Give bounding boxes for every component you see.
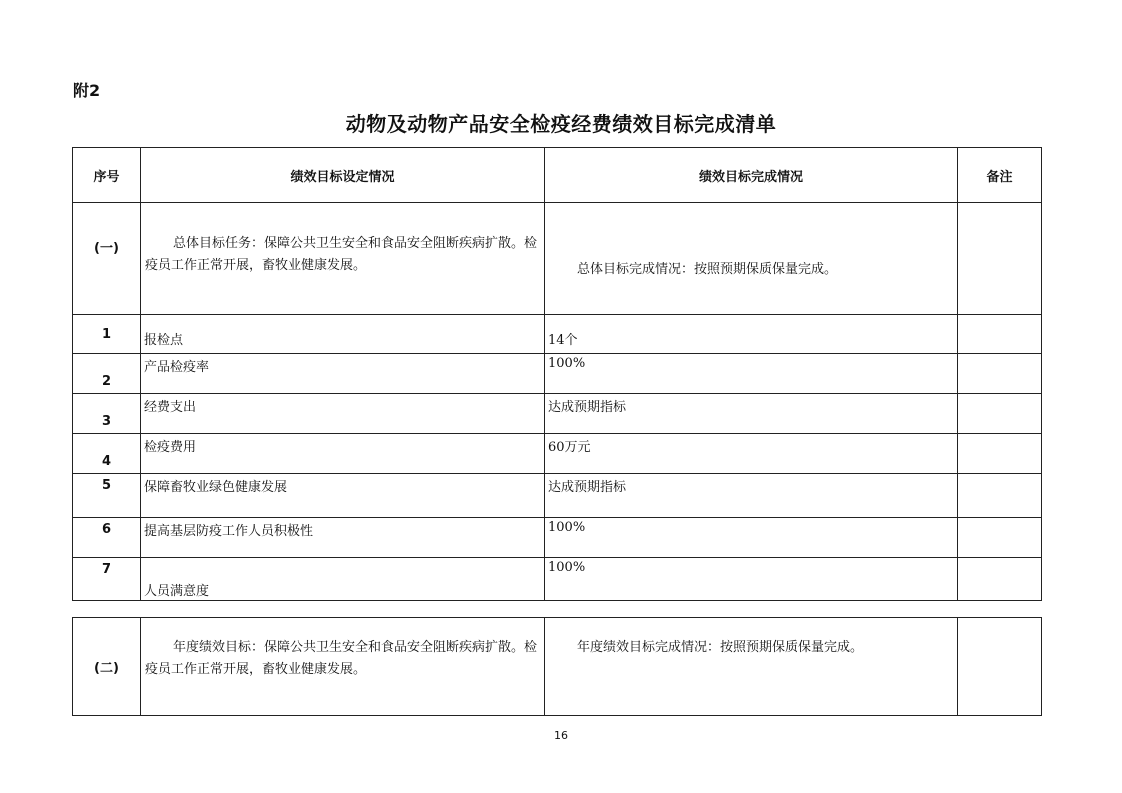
overall-seq: (一) [73, 203, 141, 315]
row-indicator: 检疫费用 [141, 434, 545, 474]
annual-goal-table [72, 617, 1042, 716]
header-seq: 序号 [73, 148, 141, 203]
row-seq: 7 [73, 558, 141, 601]
row-indicator: 人员满意度 [141, 558, 545, 601]
row-value: 100% [545, 354, 958, 394]
annual-goal-row [73, 618, 1042, 716]
annex-label: 附2 [73, 81, 101, 100]
page-number: 16 [554, 729, 568, 742]
row-value: 14个 [545, 315, 958, 354]
table-row [73, 558, 1042, 601]
row-value: 达成预期指标 [545, 474, 958, 518]
row-seq: 4 [73, 434, 141, 474]
row-indicator: 经费支出 [141, 394, 545, 434]
row-indicator: 保障畜牧业绿色健康发展 [141, 474, 545, 518]
table-row [73, 315, 1042, 354]
table-row [73, 354, 1042, 394]
overall-target-text: 总体目标任务：保障公共卫生安全和食品安全阻断疾病扩散。检疫员工作正常开展，畜牧业健康发展。 [145, 236, 538, 273]
annual-target-text: 年度绩效目标：保障公共卫生安全和食品安全阻断疾病扩散。检疫员工作正常开展，畜牧业健康发展。 [145, 640, 538, 677]
row-indicator: 提高基层防疫工作人员积极性 [141, 518, 545, 558]
row-value: 100% [545, 518, 958, 558]
annual-seq: (二) [73, 618, 141, 716]
table-row [73, 474, 1042, 518]
row-indicator: 报检点 [141, 315, 545, 354]
table-row [73, 518, 1042, 558]
row-value: 60万元 [545, 434, 958, 474]
row-seq: 3 [73, 394, 141, 434]
header-target: 绩效目标设定情况 [141, 148, 545, 203]
row-seq: 6 [73, 518, 141, 558]
annual-remarks [958, 618, 1042, 716]
header-remarks: 备注 [958, 148, 1042, 203]
page-title: 动物及动物产品安全检疫经费绩效目标完成清单 [345, 112, 777, 136]
row-value: 100% [545, 558, 958, 601]
header-completion: 绩效目标完成情况 [545, 148, 958, 203]
overall-remarks [958, 203, 1042, 315]
row-seq: 2 [73, 354, 141, 394]
row-remarks [958, 558, 1042, 601]
table-header-row [73, 148, 1042, 203]
performance-table [72, 147, 1042, 601]
row-seq: 1 [73, 315, 141, 354]
row-remarks [958, 354, 1042, 394]
row-indicator: 产品检疫率 [141, 354, 545, 394]
row-remarks [958, 474, 1042, 518]
overall-goal-row [73, 203, 1042, 315]
row-remarks [958, 518, 1042, 558]
row-remarks [958, 434, 1042, 474]
row-remarks [958, 315, 1042, 354]
overall-completion-text: 总体目标完成情况：按照预期保质保量完成。 [577, 262, 838, 277]
row-seq: 5 [73, 474, 141, 518]
annual-completion-text: 年度绩效目标完成情况：按照预期保质保量完成。 [577, 640, 864, 655]
row-value: 达成预期指标 [545, 394, 958, 434]
table-row [73, 394, 1042, 434]
row-remarks [958, 394, 1042, 434]
table-row [73, 434, 1042, 474]
